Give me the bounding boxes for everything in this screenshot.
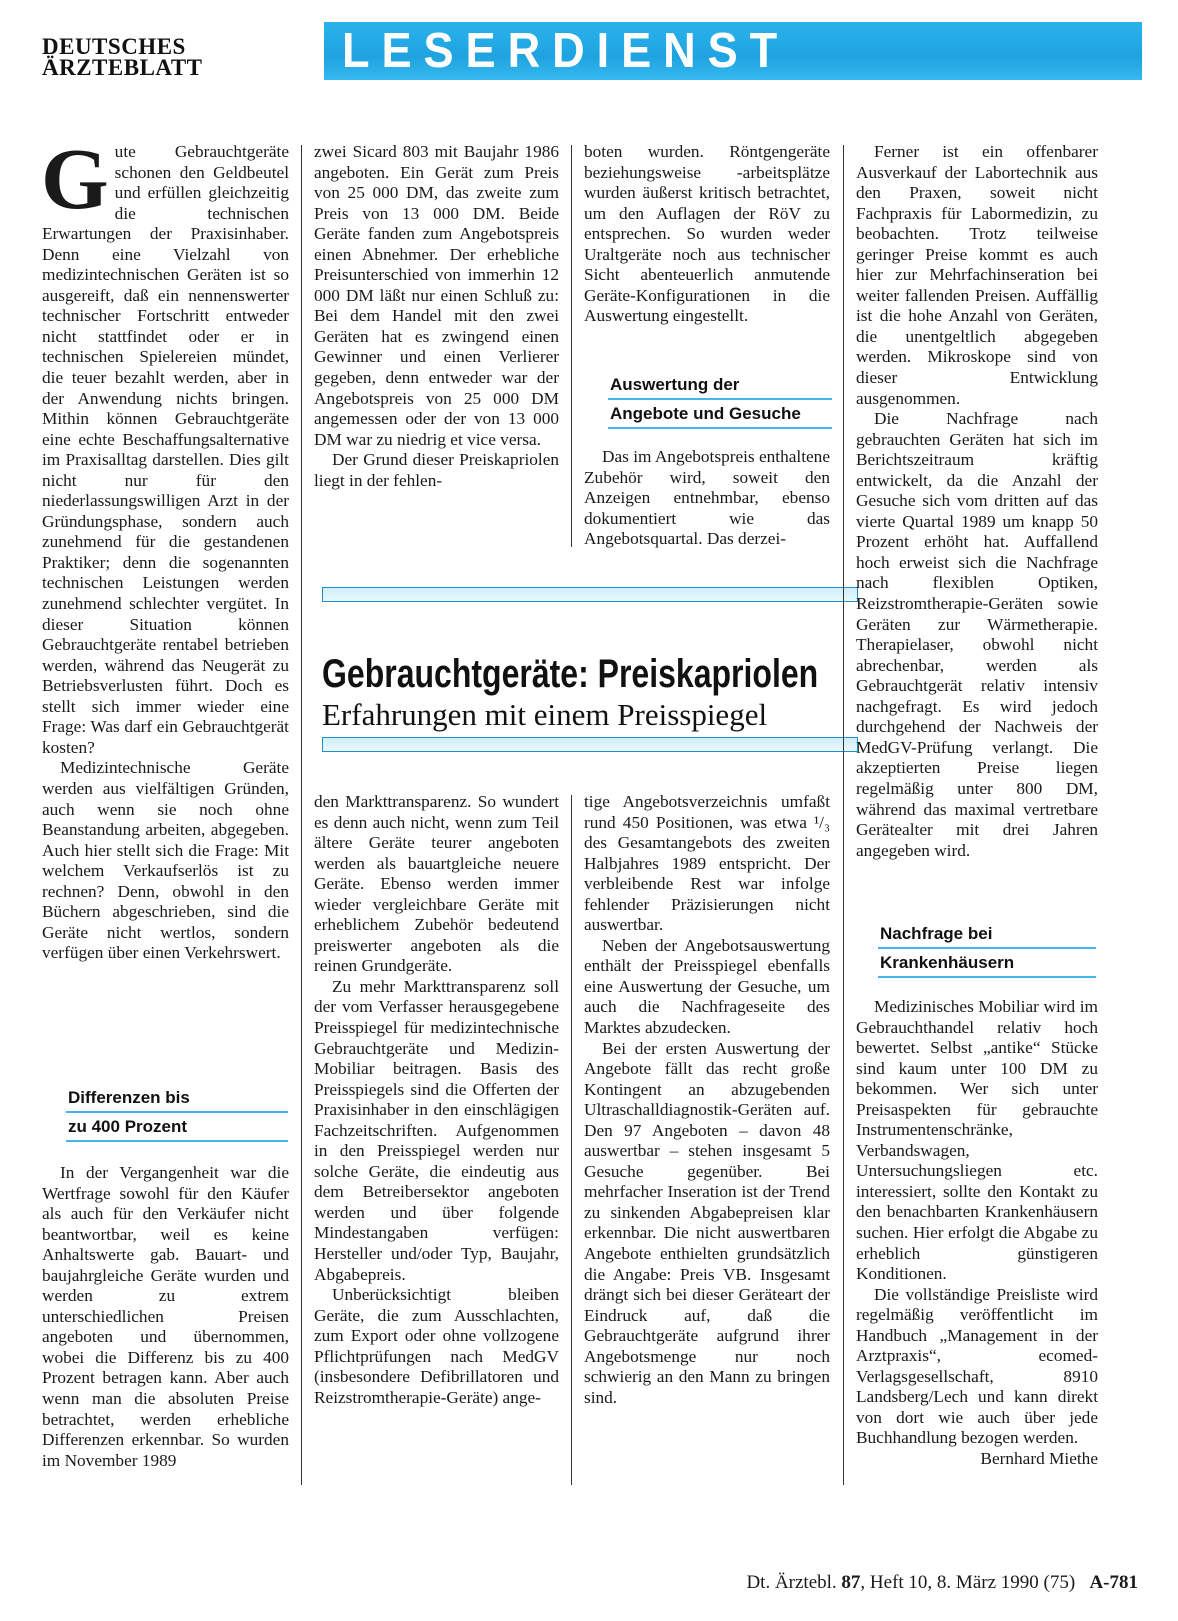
article-headline: Gebrauchtgeräte: Preiskapriolen [322, 652, 819, 696]
paragraph: Bei der ersten Auswertung der Angebote fällt das recht große Kontingent an abzugebenden Ultraschalldiagnostik-Geräten auf. Den 97 Angeboten – davon 48 auswertbar – stehen insgesamt 5 Gesuche gegenüber. Bei mehrfacher Inseration ist der Trend zu sinkenden Abgabepreisen klar erkennbar. Die nicht auswertbaren Angebote enthielten grundsätzlich die Angabe: Preis VB. Insgesamt drängt sich bei dieser Geräteart der Eindruck auf, daß die Gebrauchtgeräte aufgrund ihrer Angebotsmenge nur noch schwierig an den Mann zu bringen sind. [584, 1038, 830, 1407]
author-signature: Bernhard Miethe [980, 1449, 1098, 1469]
column-2-top [314, 142, 559, 491]
subhead-line: zu 400 Prozent [66, 1113, 288, 1142]
column-rule [843, 145, 844, 1485]
paragraph: zwei Sicard 803 mit Baujahr 1986 angeboten. Ein Gerät zum Preis von 25 000 DM, das zweite zum Preis von 13 000 DM. Beide Geräte fanden zum Angebotspreis einen Abnehmer. Der erhebliche Preisunterschied von immerhin 12 000 DM läßt nur einen Schluß zu: Bei dem Handel mit den zwei Geräten hat es zwingend einen Gewinner und einen Verlierer gegeben, denn entweder war der Angebotspreis von 25 000 DM angemessen oder der von 13 000 DM war zu niedrig et vice versa. [314, 142, 559, 449]
paragraph: In der Vergangenheit war die Wertfrage sowohl für den Käufer als auch für den Verkäufer nicht beantwortbar, weil es keine Anhaltswerte gab. Bauart- und baujahrgleiche Geräte wurden und werden zu extrem unterschiedlichen Preisen angeboten und übernommen, wobei die Differenz bis zu 400 Prozent betragen kann. Aber auch wenn man die absoluten Preise betrachtet, werden erhebliche Differenzen erkennbar. So wurden im November 1989 [42, 1163, 289, 1470]
paragraph: Ferner ist ein offenbarer Ausverkauf der Labortechnik aus den Praxen, soweit nicht Fachpraxis für Labormedizin, zu beobachten. Trotz teilweise geringer Preise kommt es auch hier zur Mehrfachinseration bei weiter fallenden Preisen. Auffällig ist die hohe Anzahl von Geräten, die unentgeltlich abgegeben werden. Mikroskope sind von dieser Entwicklung ausgenommen. [856, 142, 1098, 408]
page-number: A-781 [1089, 1572, 1138, 1593]
logo-line-1: DEUTSCHES [42, 34, 186, 59]
column-1 [41, 130, 289, 964]
column-3-top [584, 142, 830, 327]
headline-rule-bottom [322, 737, 858, 752]
column-1-lower [42, 1163, 289, 1471]
column-4-lower [856, 997, 1098, 1470]
paragraph: boten wurden. Röntgengeräte beziehungsweise -arbeitsplätze wurden äußerst kritisch betrachtet, um den Auflagen der RöV zu entsprechen. So wurden weder Uraltgeräte noch aus technischer Sicht abenteuerlich anmutende Geräte-Konfigurationen in die Auswertung eingestellt. [584, 142, 830, 326]
logo-line-2: ÄRZTEBLATT [42, 55, 203, 80]
article-subtitle: Erfahrungen mit einem Preisspiegel [322, 697, 768, 732]
paragraph: Die vollständige Preisliste wird regelmäßig veröffentlicht im Handbuch „Management in der Arztpraxis“, ecomed-Verlagsgesellschaft, 8910 Landsberg/Lech und kann direkt von dort wie auch über jede Buchhandlung bezogen werden. [856, 1284, 1098, 1448]
paragraph: Die Nachfrage nach gebrauchten Geräten hat sich im Berichtszeitraum kräftig entwickelt, da die Anzahl der Gesuche sich vom dritten auf das vierte Quartal 1989 um knapp 50 Prozent erhöht hat. Auffallend hoch erweist sich die Nachfrage nach flexiblen Optiken, Reizstromtherapie-Geräten sowie Geräten zur Wärmetherapie. Therapielaser, obwohl nicht abrechenbar, werden als Gebrauchtgerät relativ intensiv nachgefragt. Es wird jedoch durchgehend der Nachweis der MedGV-Prüfung verlangt. Die akzeptierten Preise liegen regelmäßig unter 800 DM, während das maximal vertretbare Gerätealter mit drei Jahren angegeben wird. [856, 409, 1098, 860]
subhead-line: Auswertung der [608, 371, 832, 400]
subhead-differenzen [66, 1084, 288, 1142]
headline-rule-top [322, 587, 858, 602]
column-rule [571, 795, 572, 1485]
footer-volume: 87 [841, 1572, 861, 1593]
column-3-bottom [584, 792, 830, 1408]
subhead-line: Nachfrage bei [878, 920, 1096, 949]
page-footer [648, 1572, 1138, 1594]
section-title: LESERDIENST [342, 24, 790, 78]
subhead-nachfrage [878, 920, 1096, 978]
paragraph: Medizinisches Mobiliar wird im Gebrauchthandel relativ hoch bewertet. Selbst „antike“ Stücke sind kaum unter 100 DM zu bekommen. Wer sich unter Preisaspekten für gebrauchte Instrumentenschränke, Verbandswagen, Untersuchungsliegen etc. interessiert, sollte den Kontakt zu den benachbarten Krankenhäusern suchen. Hier erfolgt die Abgabe zu erheblich günstigeren Konditionen. [856, 997, 1098, 1284]
subhead-line: Angebote und Gesuche [608, 400, 832, 429]
drop-cap: G [41, 130, 109, 227]
subhead-line: Differenzen bis [66, 1084, 288, 1113]
section-banner [324, 22, 1142, 80]
subhead-line: Krankenhäusern [878, 949, 1096, 978]
intro-text: ute Gebrauchtgeräte schonen den Geldbeutel und erfüllen gleichzeitig die technischen Erwartungen der Praxisinhaber. Denn eine Vielzahl von medizintechnischen Geräten ist so ausgereift, daß ein nennenswerter technischer Fortschritt entweder nicht stattfindet oder er in technischen Spielereien mündet, die teuer bezahlt werden, aber in der Anwendung nichts bringen. Mithin können Gebrauchtgeräte eine echte Beschaffungsalternative im Praxisalltag darstellen. Dies gilt nicht nur für den niederlassungswilligen Arzt in der Gründungsphase, sondern auch zunehmend für die gestandenen Praktiker; denn die sogenannten technischen Leistungen werden zunehmend schlechter vergütet. In dieser Situation können Gebrauchtgeräte rentabel betrieben werden, während das Neugerät zu Betriebsverlusten führt. Doch es stellt sich immer wieder eine Frage: Was darf ein Gebrauchtgerät kosten? [42, 142, 289, 757]
paragraph: Neben der Angebotsauswertung enthält der Preisspiegel ebenfalls eine Auswertung der Gesuche, um auch die Nachfrageseite des Marktes abzudecken. [584, 935, 830, 1038]
paragraph: Das im Angebotspreis enthaltene Zubehör wird, soweit den Anzeigen entnehmbar, ebenso dokumentiert wie das Angebotsquartal. Das derzei- [584, 447, 830, 549]
column-4 [856, 142, 1098, 861]
column-rule [301, 145, 302, 1485]
column-rule [571, 145, 572, 547]
paragraph: Der Grund dieser Preiskapriolen liegt in der fehlen- [314, 450, 559, 490]
paragraph: den Markttransparenz. So wundert es denn auch nicht, wenn zum Teil ältere Geräte teurer angeboten werden als bauartgleiche neuere Geräte. Ebenso werden immer wieder vergleichbare Geräte mit erheblichem Zubehör bedeutend preiswerter angeboten als die reinen Grundgeräte. [314, 792, 559, 976]
paragraph: Unberücksichtigt bleiben Geräte, die zum Ausschlachten, zum Export oder ohne vollzogene Pflichtprüfungen nach MedGV (insbesondere Defibrillatoren und Reizstromtherapie-Geräte) ange- [314, 1285, 559, 1407]
intro-paragraph [41, 130, 289, 758]
column-2-bottom [314, 792, 559, 1408]
footer-journal: Dt. Ärztebl. [746, 1572, 837, 1593]
journal-logo [42, 36, 212, 78]
paragraph: tige Angebotsverzeichnis umfaßt rund 450 Positionen, was etwa ¹/₃ des Gesamtangebots des zweiten Halbjahres 1989 entspricht. Der verbleibende Rest war infolge fehlender Präzisierungen nicht auswertbar. [584, 792, 830, 935]
subhead-auswertung [608, 371, 832, 429]
footer-issue: , Heft 10, 8. März 1990 (75) [860, 1572, 1076, 1593]
column-3-top-lower [584, 447, 830, 550]
paragraph: Medizintechnische Geräte werden aus vielfältigen Gründen, auch wenn sie noch ohne Beanstandung arbeiten, abgegeben. Auch hier stellt sich die Frage: Mit welchem Verkaufserlös ist zu rechnen? Denn, obwohl in den Büchern abgeschrieben, sind die Geräte nicht wertlos, sondern verfügen über einen Verkehrswert. [42, 758, 289, 963]
paragraph: Zu mehr Markttransparenz soll der vom Verfasser herausgegebene Preisspiegel für medizintechnische Gebrauchtgeräte und Medizin-Mobiliar beitragen. Basis des Preisspiegels sind die Offerten der Praxisinhaber in den einschlägigen Fachzeitschriften. Aufgenommen in den Preisspiegel werden nur solche Geräte, die eindeutig aus dem Betreibersektor angeboten werden und über folgende Mindestangaben verfügen: Hersteller und/oder Typ, Baujahr, Abgabepreis. [314, 976, 559, 1284]
